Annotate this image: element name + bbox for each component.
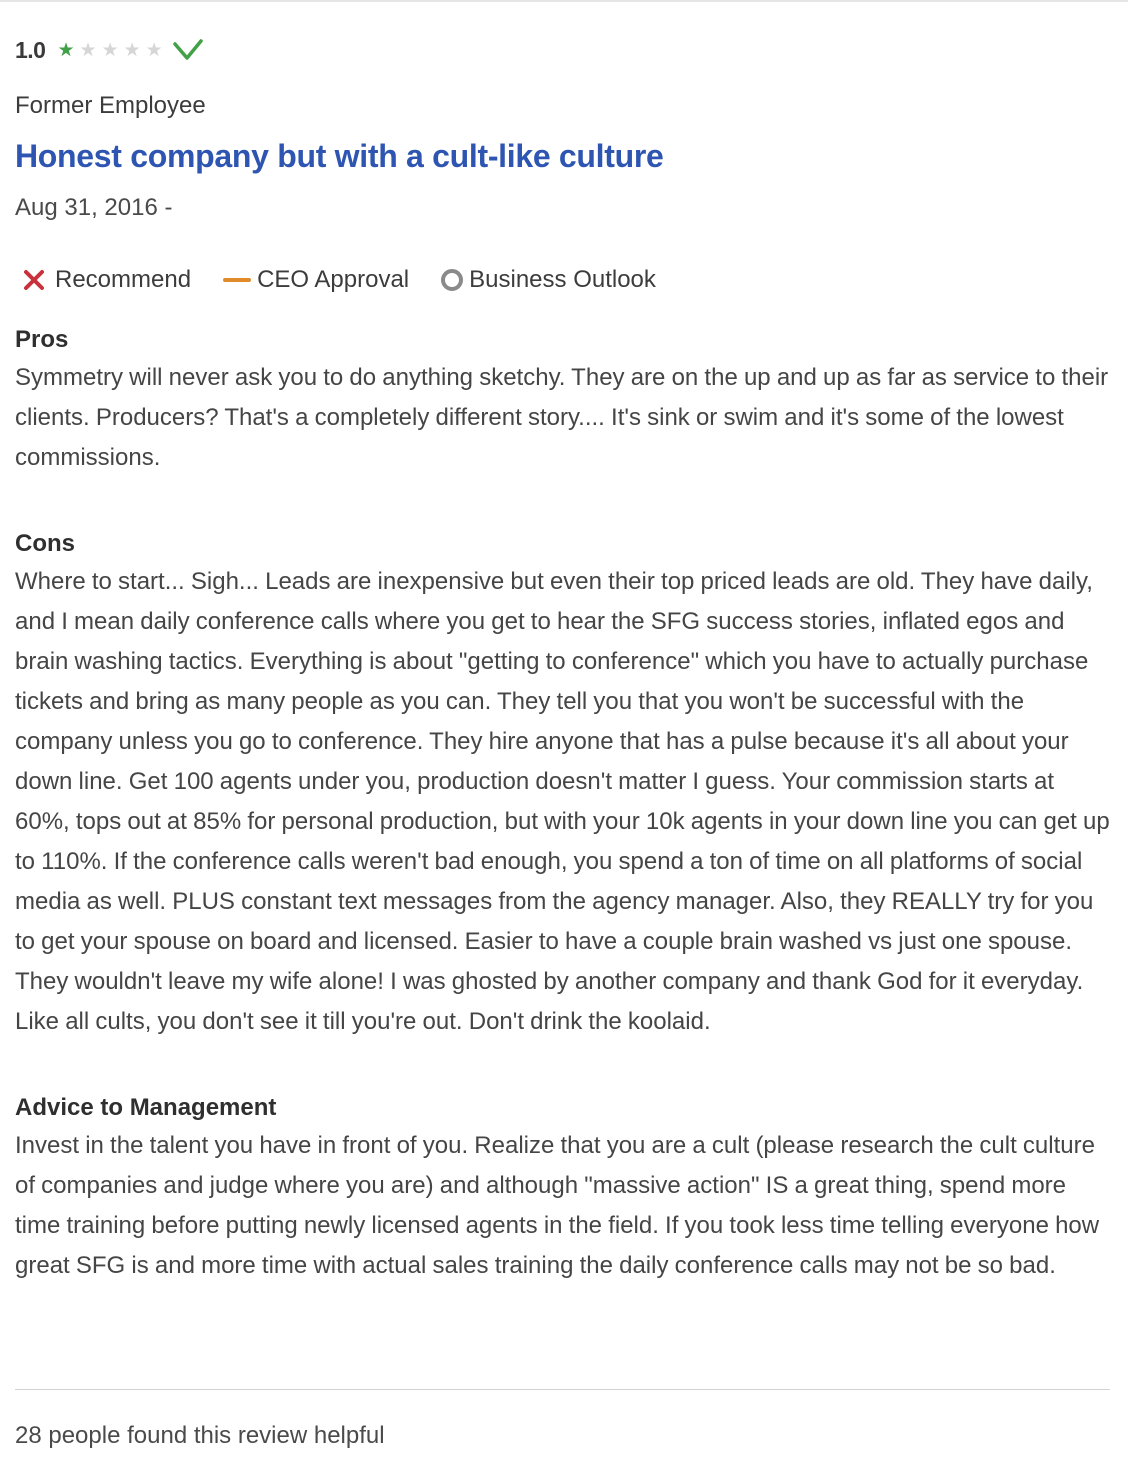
review-card (15, 32, 1113, 1286)
dash-icon (223, 278, 251, 282)
business-outlook-indicator (441, 266, 656, 294)
cons-heading: Cons (15, 530, 75, 557)
check-icon[interactable] (173, 38, 203, 62)
top-divider (0, 0, 1128, 2)
footer-divider (15, 1389, 1110, 1390)
advice-heading: Advice to Management (15, 1094, 277, 1121)
star-empty-icon: ★ (79, 39, 97, 61)
circle-icon (441, 269, 463, 291)
star-filled-icon: ★ (57, 39, 75, 61)
star-empty-icon: ★ (101, 39, 119, 61)
review-title[interactable]: Honest company but with a cult-like culture (15, 138, 664, 174)
x-icon (23, 269, 45, 291)
pros-heading: Pros (15, 326, 69, 353)
rating-value: 1.0 (15, 36, 46, 63)
advice-section (15, 1090, 1113, 1286)
cons-section (15, 526, 1113, 1042)
star-rating (57, 41, 162, 60)
recommend-indicator (15, 266, 191, 294)
ceo-approval-indicator (223, 266, 409, 294)
business-outlook-label: Business Outlook (469, 266, 656, 293)
pros-section (15, 322, 1113, 478)
author-status: Former Employee (15, 92, 206, 119)
pros-text: Symmetry will never ask you to do anything sketchy. They are on the up and up as far as service to their clients. Producers? That's a completely different story.... It's sink or swim and it's some of the lowest commissions. (15, 364, 1109, 471)
advice-text: Invest in the talent you have in front of you. Realize that you are a cult (please research the cult culture of companies and judge where you are) and although "massive action" IS a great thing, spend more time training before putting newly licensed agents in the field. If you took less time telling everyone how great SFG is and more time with actual sales training the daily conference calls may not be so bad. (15, 1132, 1100, 1279)
star-empty-icon: ★ (123, 39, 141, 61)
star-empty-icon: ★ (145, 39, 163, 61)
ceo-approval-label: CEO Approval (257, 266, 410, 293)
rating-row (15, 32, 1113, 68)
cons-text: Where to start... Sigh... Leads are inexpensive but even their top priced leads are old. They have daily, and I mean daily conference calls where you get to hear the SFG success stories, inflated egos and brain washing tactics. Everything is about "getting to conference" which you have to actually purchase tickets and bring as many people as you can. They tell you that you won't be successful with the company unless you go to conference. They hire anyone that has a pulse because it's all about your down line. Get 100 agents under you, production doesn't matter I guess. Your commission starts at 60%, tops out at 85% for personal production, but with your 10k agents in your down line you can get up to 110%. If the conference calls weren't bad enough, you spend a ton of time on all platforms of social media as well. PLUS constant text messages from the agency manager. Also, they REALLY try for you to get your spouse on board and licensed. Easier to have a couple brain washed vs just one spouse. They wouldn't leave my wife alone! I was ghosted by another company and thank God for it everyday. Like all cults, you don't see it till you're out. Don't drink the koolaid. (15, 568, 1110, 1035)
helpful-count: 28 people found this review helpful (15, 1422, 385, 1449)
review-date: Aug 31, 2016 - (15, 194, 173, 221)
recommend-label: Recommend (55, 266, 192, 293)
review-indicators (15, 260, 1113, 300)
